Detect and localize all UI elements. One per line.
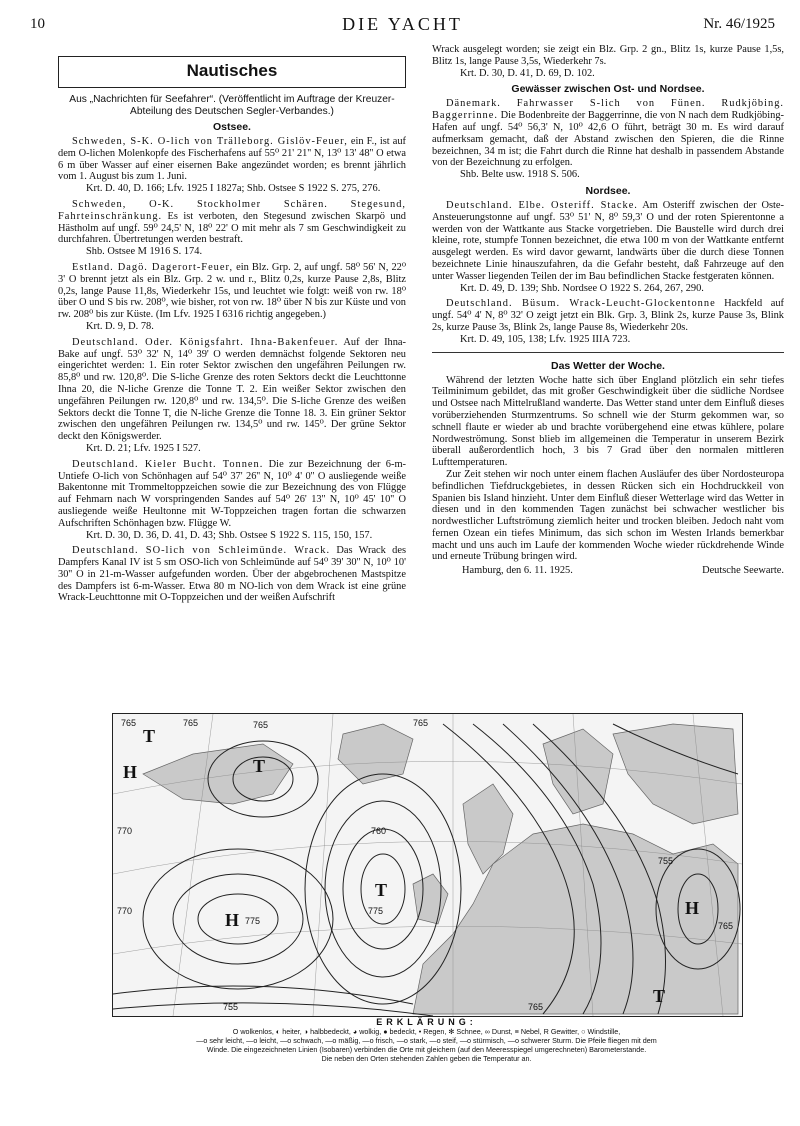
signature-place-date: Hamburg, den 6. 11. 1925.	[462, 565, 573, 577]
notice-ref: Shb. Belte usw. 1918 S. 506.	[460, 169, 580, 181]
pressure-center-low: T	[653, 986, 666, 1006]
notice-lead: Deutschland. Kieler Bucht. Tonnen.	[72, 458, 264, 470]
notice-text: Hackfeld auf ungf. 54⁰ 4' N, 8⁰ 32' O zeigt jetzt ein Blk. Grp. 3, Blink 2s, kurze Pause 3s, Blink 2s, kurze Pause 3s, Blink 2s, lange Pause 8s, Wiederkehr 20s.	[432, 298, 784, 333]
legend-line: Winde. Die eingezeichneten Linien (Isobaren) verbinden die Orte mit gleichem (auf den Meeresspiegel umgerechneten) Barometerstande.	[206, 1045, 647, 1054]
pressure-center-high: H	[123, 762, 138, 782]
notice-dagerort	[58, 262, 406, 321]
legend-title: ERKLÄRUNG:	[376, 1017, 477, 1027]
notice-ihna	[58, 337, 406, 443]
notice-lead: Deutschland. Elbe. Osteriff. Stacke.	[446, 199, 638, 211]
notice-lead: Schweden, O-K. Stockholmer Schären. Stegesund, Fahrteinschränkung.	[58, 198, 406, 222]
pressure-center-low: T	[375, 880, 388, 900]
pressure-center-low: T	[143, 726, 156, 746]
signature-org: Deutsche Seewarte.	[702, 565, 784, 577]
notice-text: ein F., ist auf dem O-lichen Molenkopfe des Fischerhafens auf 55⁰ 21' 21'' N, 13⁰ 13' 48'' O etwa 6 m über Wasser auf einer eisernen Bake angezündet worden; es brennt jährlich vom 1. August bis zum 1. Juni.	[58, 136, 407, 183]
isobar-label: 765	[183, 718, 199, 728]
notice-ref: Shb. Ostsee M 1916 S. 174.	[86, 246, 203, 258]
weather-paragraph: Zur Zeit stehen wir noch unter einem flachen Ausläufer des über Nordosteuropa befindlichen Tiefdruckgebietes, in dessen Rücken sich ein Hochdruckkeil von Spanien bis Island hinzieht. Unter dem Einfluß dieser Wetterlage wird das Wetter in diesen und in den kommenden Tagen zunächst bei schwacher westlicher bis nordwestlicher Luftströmung ziemlich heiter und trocken bleiben. Jedoch naht vom fernen Ozean ein tiefes Minimum, das sich schon im Westen Irlands bemerkbar macht und uns auch im Laufe der kommenden Woche wieder rückdrehende Winde und erneute Trübung bringen wird.	[432, 468, 784, 563]
isobar-label: 765	[718, 921, 734, 931]
isobar-label: 775	[245, 916, 261, 926]
page-header	[30, 14, 775, 38]
right-column	[432, 44, 784, 577]
notice-busum	[432, 298, 784, 333]
isobar-label: 775	[368, 906, 384, 916]
isobar-label: 765	[121, 718, 137, 728]
notice-lead: Deutschland. Oder. Königsfahrt. Ihna-Bakenfeuer.	[72, 336, 339, 348]
notice-lead: Dänemark. Fahrwasser S-lich von Fünen. Rudkjöbing. Baggerrinne.	[432, 98, 784, 122]
notice-text: Das Wrack des Dampfers Kanal IV ist 5 sm OSO-lich von Schleimünde auf 54⁰ 39' 30'' N, 10⁰ 10' 30'' O in 21-m-Wasser aufgefunden worden. Über der abgebrochenen Mastspitze des Dampfers ist 6-m-Wasser. Etwa 80 m NO-lich von dem Wrack ist eine grüne Wrack-Leuchttonne mit O-Toppzeichen und der weißen Aufschrift	[58, 545, 406, 604]
notice-stegesund	[58, 199, 406, 246]
isobar-label: 770	[117, 906, 133, 916]
isobar-label: 765	[528, 1002, 544, 1012]
notice-ref: Krt. D. 9, D. 78.	[86, 320, 154, 332]
heading-ostsee: Ostsee.	[213, 121, 251, 133]
notice-text: Es ist verboten, den Stegesund zwischen Skarpö und Hästholm auf ungf. 59⁰ 24,5' N, 18⁰ 22' O mit mehr als 7 sm Geschwindigkeit zu durchfahren. Übertretungen werden bestraft.	[58, 210, 406, 246]
section-title: Nautisches	[186, 61, 278, 80]
notice-osteriff	[432, 200, 784, 283]
legend-line: O wolkenlos, ◐ heiter, ◑ halbbedeckt, ◕ wolkig, ● bedeckt, • Regen, ✻ Schnee, ∞ Dunst, ≡ Nebel, R Gewitter, ○ Windstille,	[232, 1027, 621, 1036]
notice-text: Die Bodenbreite der Baggerrinne, die von N nach dem Rudkjöbing-Hafen auf ungf. 54⁰ 56,3' N, 10⁰ 42,6 O führt, beträgt 30 m. Es wird darauf aufmerksam gemacht, daß der Abstand zwischen den Spieren, die die Rinne bezeichnen, 34 m ist; die Fahrt durch die Rinne hat deshalb in passendem Abstande von der Bezeichnung zu erfolgen.	[432, 110, 784, 169]
notice-lead: Schweden, S-K. O-lich von Trälleborg. Gislöv-Feuer,	[72, 136, 348, 147]
isobar-label: 765	[253, 720, 269, 730]
notice-text: ein Blz. Grp. 2, auf ungf. 58⁰ 56' N, 22⁰ 3' O brennt jetzt als ein Blz. Grp. 2 w. und r., Blitz 0,2s, kurze Pause 2,8s, Blitz 0,2s, lange Pause 11,8s, Wiederkehr 15s, und leuchtet wie folgt: weiß von rw. 18⁰ über O und S bis rw. 208⁰, wie bisher, rot von rw. 18⁰ über N bis zur Küste und von rw. 208⁰ bis zur Küste. (Im Lfv. 1925 I 6316 richtig angegeben.)	[58, 261, 406, 321]
isobar-label: 755	[658, 856, 674, 866]
legend-line: —o sehr leicht, —o leicht, —o schwach, —o mäßig, —o frisch, —o stark, —o steif, —o stürmisch, —o schwerer Sturm. Die Pfeile fliegen mit dem	[196, 1036, 657, 1045]
weather-section	[432, 352, 784, 578]
notice-lead: Estland. Dagö. Dagerort-Feuer,	[72, 261, 234, 273]
heading-wetter: Das Wetter der Woche.	[551, 359, 665, 372]
notice-ref: Krt. D. 21; Lfv. 1925 I 527.	[86, 442, 201, 454]
notice-rudkjobing	[432, 98, 784, 169]
page-number: 10	[30, 16, 45, 32]
isobar-label: 765	[413, 718, 429, 728]
pressure-center-high: H	[685, 898, 700, 918]
left-column	[58, 56, 406, 604]
notice-ref: Krt. D. 30, D. 36, D. 41, D. 43; Shb. Ostsee S 1922 S. 115, 150, 157.	[86, 529, 373, 541]
notice-ref: Krt. D. 49, 105, 138; Lfv. 1925 IIIA 723.	[460, 333, 631, 345]
weather-map-svg	[113, 714, 742, 1016]
weather-paragraph: Während der letzten Woche hatte sich über England plötzlich ein sehr tiefes Teilminimum gebildet, das mit großer Geschwindigkeit über die südliche Nordsee und Ostsee nach Mittelrußland wanderte. Das Wetter stand unter dem Einfluß dieses vorüberziehenden Sturmzentrums. So schnell wie der Sturm gekommen war, so schnell flaute er wieder ab und brachte vorübergehend eine etwas kühlere, polare Nordweströmung. Sonst blieb im allgemeinen die Temperatur in unserem Bezirk überall außerordentlich hoch, 3 bis 7 Grad über den normalen mittleren Lufttemperaturen.	[432, 374, 784, 469]
heading-ost-nordsee: Gewässer zwischen Ost- und Nordsee.	[511, 83, 705, 96]
notice-lead: Deutschland. SO-lich von Schleimünde. Wrack.	[72, 545, 331, 557]
notice-lead: Deutschland. Büsum. Wrack-Leucht-Glockentonne	[446, 298, 716, 310]
heading-nordsee: Nordsee.	[585, 184, 631, 197]
notice-ref: Krt. D. 40, D. 166; Lfv. 1925 I 1827a; Shb. Ostsee S 1922 S. 275, 276.	[86, 183, 381, 195]
notice-text: Auf der Ihna-Bake auf ungf. 53⁰ 32' N, 14⁰ 39' O werden demnächst folgende Sektoren neu eingerichtet werden: 1. Ein roter Sektor zwischen den ungefähren Peilungen rw. 85,8⁰ und rw. 120,8⁰. Die S-liche Grenze des roten Sektors deckt die Leuchttonne Ihna 20, die N-liche Grenze die Tonne T. 2. Ein weißer Sektor zwischen den ungefähren Peilungen rw. 120,8⁰ und rw. 134,5⁰. Die S-liche Grenze des weißen Sektors deckt die Tonne T, die N-liche Grenze die Tonne 18. 3. Ein grüner Sektor zwischen den ungefähren Peilungen rw. 134,5⁰ und rw. 145⁰. Der grüne Sektor deckt den Königswerder.	[58, 336, 406, 443]
section-title-box	[58, 56, 406, 88]
isobar-label: 760	[371, 826, 387, 836]
issue-number: Nr. 46/1925	[703, 16, 775, 32]
notice-kieler-bucht	[58, 459, 406, 530]
intro-note: Aus „Nachrichten für Seefahrer“. (Veröffentlicht im Auftrage der Kreuzer-Abteilung des Deutschen Segler-Verbandes.)	[69, 94, 395, 117]
notice-text: Die zur Bezeichnung der 6-m-Untiefe O-lich von Schönhagen auf 54⁰ 37' 26'' N, 10⁰ 4' 0'' O ausliegende weiße Bakentonne mit Trommeltoppzeichen sowie die zur Bezeichnung des von Flügge auf Fehmarn nach W vorspringenden Sandes auf 54⁰ 26' 13'' N, 10⁰ 45' 10'' O ausliegende weiße Heultonne mit W-Toppzeichen tragen fortan die schwarzen Aufschriften Schönhagen bzw. Flügge W.	[58, 458, 406, 529]
weather-signature	[432, 565, 784, 577]
pressure-center-high: H	[225, 910, 240, 930]
journal-title: DIE YACHT	[342, 14, 463, 34]
notice-ref: Krt. D. 30, D. 41, D. 69, D. 102.	[460, 67, 595, 79]
weather-map	[112, 713, 743, 1017]
notice-gislov	[58, 136, 406, 183]
pressure-center-low: T	[253, 756, 266, 776]
wreck-continuation: Wrack ausgelegt worden; sie zeigt ein Blz. Grp. 2 gn., Blitz 1s, kurze Pause 1,5s, Blitz 1s, lange Pause 3,5s, Wiederkehr 7s.	[432, 44, 784, 67]
isobar-label: 755	[223, 1002, 239, 1012]
isobar-label: 770	[117, 826, 133, 836]
legend-line: Die neben den Orten stehenden Zahlen geben die Temperatur an.	[321, 1054, 532, 1063]
map-legend	[112, 1018, 741, 1063]
notice-schleimuende	[58, 545, 406, 604]
notice-ref: Krt. D. 49, D. 139; Shb. Nordsee O 1922 S. 264, 267, 290.	[460, 282, 704, 294]
notice-text: Am Osteriff zwischen der Oste-Ansteuerungstonne auf ungf. 53⁰ 51' N, 8⁰ 59,3' O und der roten Spierentonne a werden von der Wattkante aus Stacke vorgetrieben. Die Baustelle wird durch drei kleine, rote, stumpfe Tonnen bezeichnet, die etwa 100 m von der Wattkante entfernt ausgelegt werden. Es wird davor gewarnt, landwärts über die durch diese Tonnen bezeichnete Linie hinauszufahren, da die Gefahr besteht, daß Fahrzeuge auf den unter Wasser liegenden Teilen der im Bau befindlichen Stacke festgeraten können.	[432, 199, 784, 282]
